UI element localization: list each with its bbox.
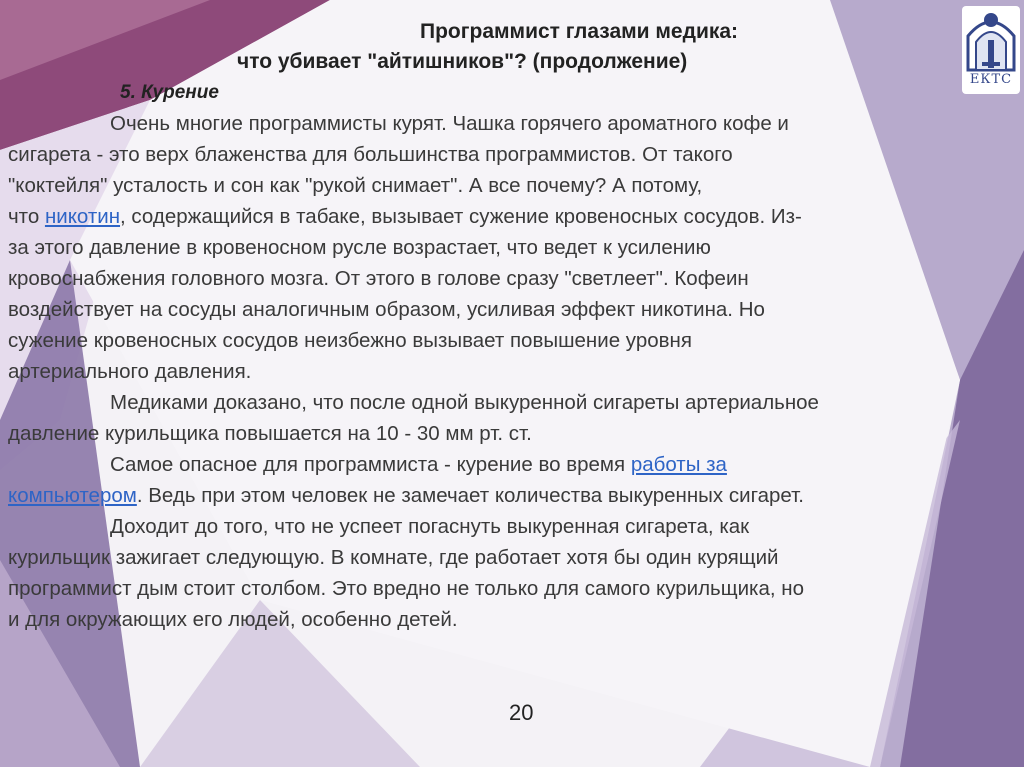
logo-text: ЕКТС [969, 72, 1013, 87]
text-line: артериального давления. [8, 360, 252, 383]
text-line [8, 480, 1016, 511]
slide-title-line2: что убивает "айтишников"? (продолжение) [237, 50, 688, 73]
logo-emblem-icon [962, 6, 1020, 72]
slide-body-text [8, 108, 1016, 635]
link-computer-work[interactable]: работы за [630, 453, 727, 476]
text-line: курильщик зажигает следующую. В комнате, где работает хотя бы один курящий [8, 546, 779, 569]
college-logo [962, 6, 1020, 94]
text-fragment: . Ведь при этом человек не замечает количества выкуренных сигарет. [136, 484, 804, 507]
text-fragment: что [8, 205, 45, 228]
text-line: сигарета - это верх блаженства для большинства программистов. От такого [8, 143, 733, 166]
page-number: 20 [509, 700, 534, 725]
slide-title-line1: Программист глазами медика: [420, 20, 739, 43]
section-heading: 5. Курение [120, 82, 219, 103]
link-computer-work-cont[interactable]: компьютером [8, 484, 137, 507]
link-nicotine[interactable]: никотин [44, 205, 121, 228]
text-line: и для окружающих его людей, особенно детей. [8, 608, 458, 631]
text-fragment: Самое опасное для программиста - курение во время [110, 453, 631, 476]
text-line: программист дым стоит столбом. Это вредно не только для самого курильщика, но [8, 577, 804, 600]
text-line: давление курильщика повышается на 10 - 30 мм рт. ст. [8, 422, 532, 445]
text-line: кровоснабжения головного мозга. От этого в голове сразу "светлеет". Кофеин [8, 267, 749, 290]
text-line: "коктейля" усталость и сон как "рукой снимает". А все почему? А потому, [8, 174, 703, 197]
text-line: за этого давление в кровеносном русле возрастает, что ведет к усилению [8, 236, 711, 259]
text-line: Очень многие программисты курят. Чашка горячего ароматного кофе и [110, 112, 789, 135]
text-line [8, 449, 1016, 480]
text-line: Доходит до того, что не успеет погаснуть выкуренная сигарета, как [110, 515, 750, 538]
text-line: сужение кровеносных сосудов неизбежно вызывает повышение уровня [8, 329, 692, 352]
text-fragment: , содержащийся в табаке, вызывает сужение кровеносных сосудов. Из- [120, 205, 802, 228]
text-line [8, 201, 1016, 232]
text-line: воздействует на сосуды аналогичным образом, усиливая эффект никотина. Но [8, 298, 765, 321]
text-line: Медиками доказано, что после одной выкуренной сигареты артериальное [110, 391, 819, 414]
